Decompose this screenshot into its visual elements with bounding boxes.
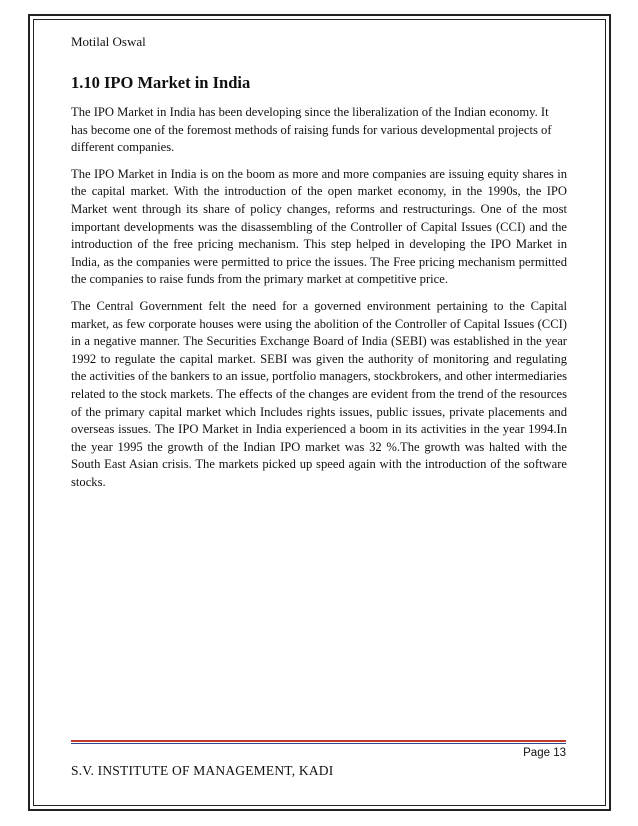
paragraph-2: The IPO Market in India is on the boom as more and more companies are issuing equity shares in the capital market. With the introduction of the open market economy, in the 1990s, the IPO Market went through its share of policy changes, reforms and restructurings. One of the most important developments was the disassembling of the Controller of Capital Issues (CCI) and the introduction of the free pricing mechanism. This step helped in developing the IPO Market in India, as the companies were permitted to price the issues. The Free pricing mechanism permitted the companies to raise funds from the primary market at competitive price. (71, 166, 567, 287)
section-title: 1.10 IPO Market in India (71, 73, 251, 92)
page-number: Page 13 (523, 747, 566, 759)
paragraph-1: The IPO Market in India has been developing since the liberalization of the Indian economy. It has become one of the foremost methods of raising funds for various developmental projects of different companies. (71, 105, 552, 155)
header-author: Motilal Oswal (71, 34, 146, 49)
body-text (71, 104, 567, 500)
footer-rule-blue (71, 743, 566, 744)
paragraph-3: The Central Government felt the need for a governed environment pertaining to the Capital market, as few corporate houses were using the abolition of the Controller of Capital Issues (CCI) in a negative manner. The Securities Exchange Board of India (SEBI) was established in the year 1992 to regulate the capital market. SEBI was given the authority of monitoring and regulating the activities of the bankers to an issue, portfolio managers, stockbrokers, and other intermediaries related to the stock markets. The effects of the changes are evident from the trend of the resources of the primary capital market which Includes rights issues, public issues, private placements and overseas issues. The IPO Market in India experienced a boom in its activities in the year 1994.In the year 1995 the growth of the Indian IPO market was 32 %.The growth was halted with the South East Asian crisis. The markets picked up speed again with the introduction of the software stocks. (71, 298, 567, 489)
footer-institute: S.V. INSTITUTE OF MANAGEMENT, KADI (71, 763, 334, 778)
footer-rule-red (71, 740, 566, 742)
